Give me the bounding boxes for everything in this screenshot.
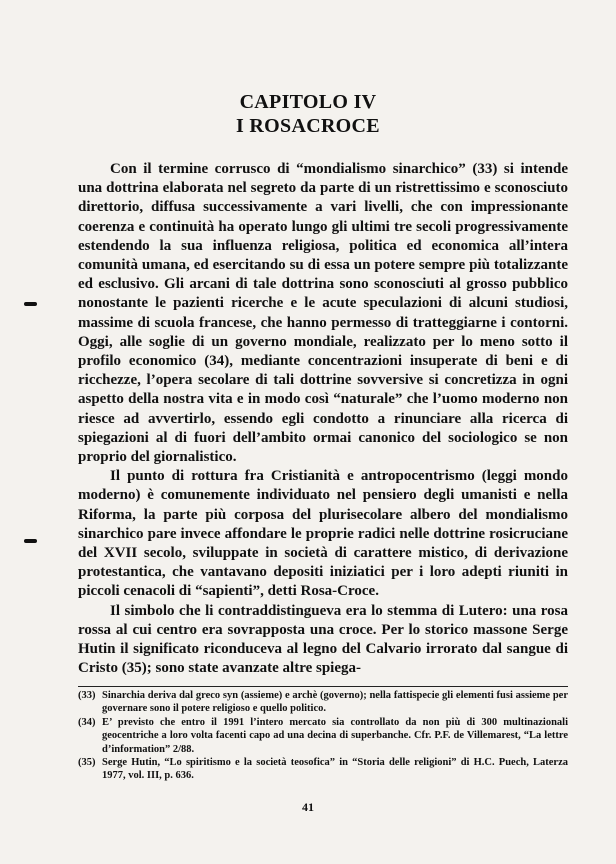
footnote-number: (33) xyxy=(78,690,96,701)
footnote-text: Serge Hutin, “Lo spiritismo e la società teosofica” in “Storia delle religioni” di H.C. Puech, Laterza 1977, vol. III, p. 636. xyxy=(102,757,568,782)
margin-mark xyxy=(24,302,37,306)
chapter-subtitle: I ROSACROCE xyxy=(236,115,380,137)
paragraph: Il punto di rottura fra Cristianità e antropocentrismo (leggi mondo moderno) è comunemente individuato nel pensiero degli umanisti e nella Riforma, la parte più corposa del plurisecolare albero del mondialismo sinarchico pare invece affondare le proprie radici nelle dottrine rosicruciane del XVII secolo, sviluppate in società di carattere mistico, di derivazione protestantica, che vantavano depositi iniziatici per i loro adepti riuniti in piccoli cenacoli di “sapienti”, detti Rosa-Croce. xyxy=(78,468,568,600)
footnotes xyxy=(78,689,568,783)
body-text xyxy=(78,160,568,678)
chapter-heading xyxy=(0,90,616,138)
paragraph: Il simbolo che li contraddistingueva era lo stemma di Lutero: una rosa rossa al cui centro era sovrapposta una croce. Per lo storico massone Serge Hutin il significato riconduceva al legno del Calvario irrorato dal sangue di Cristo (35); sono state avanzate altre spiega- xyxy=(78,602,568,677)
footnote-number: (34) xyxy=(78,716,96,728)
chapter-title: CAPITOLO IV xyxy=(239,91,377,113)
footnote xyxy=(78,716,568,756)
page-number: 41 xyxy=(302,800,314,814)
footnote xyxy=(78,756,568,783)
margin-mark xyxy=(24,539,37,543)
footnote-text: E’ previsto che entro il 1991 l’intero mercato sia controllato da non più di 300 multinazionali geocentriche a loro volta facenti capo ad una decina di superbanche. Cfr. P.F. de Villemarest, “La lettre d’information” 2/88. xyxy=(102,716,568,755)
paragraph: Con il termine corrusco di “mondialismo sinarchico” (33) si intende una dottrina elaborata nel segreto da parte di un ristrettissimo e sconosciuto direttorio, diffusa successivamente a vari livelli, che con impressionante coerenza e continuità ha operato lungo gli ultimi tre secoli progressivamente estendendo la sua influenza religiosa, politica ed economica all’intera comunità umana, ed esercitando su di essa un potere sempre più totalizzante ed esclusivo. Gli arcani di tale dottrina sono sconosciuti al grosso pubblico nonostante le pazienti ricerche e le acute speculazioni di alcuni studiosi, massime di scuola francese, che hanno permesso di tratteggiarne i contorni. Oggi, alle soglie di un governo mondiale, realizzato per lo meno sotto il profilo economico (34), mediante concentrazioni insuperate di beni e di ricchezze, l’opera secolare di tali dottrine sovversive si concretizza in ogni aspetto della nostra vita e in modo così “naturale” che l’uomo moderno non riesce ad avvertirlo, essendo egli condotto a rinunciare alla ricerca di spiegazioni al di fuori dell’ambito ormai canonico del sociologico se non proprio del giornalistico. xyxy=(78,161,568,466)
footnote-text: Sinarchia deriva dal greco syn (assieme) e archè (governo); nella fattispecie gli elementi fusi assieme per governare sono il potere religioso e quello politico. xyxy=(102,690,568,715)
footnote xyxy=(78,689,568,716)
footnote-divider xyxy=(78,686,568,687)
footnote-number: (35) xyxy=(78,757,96,769)
